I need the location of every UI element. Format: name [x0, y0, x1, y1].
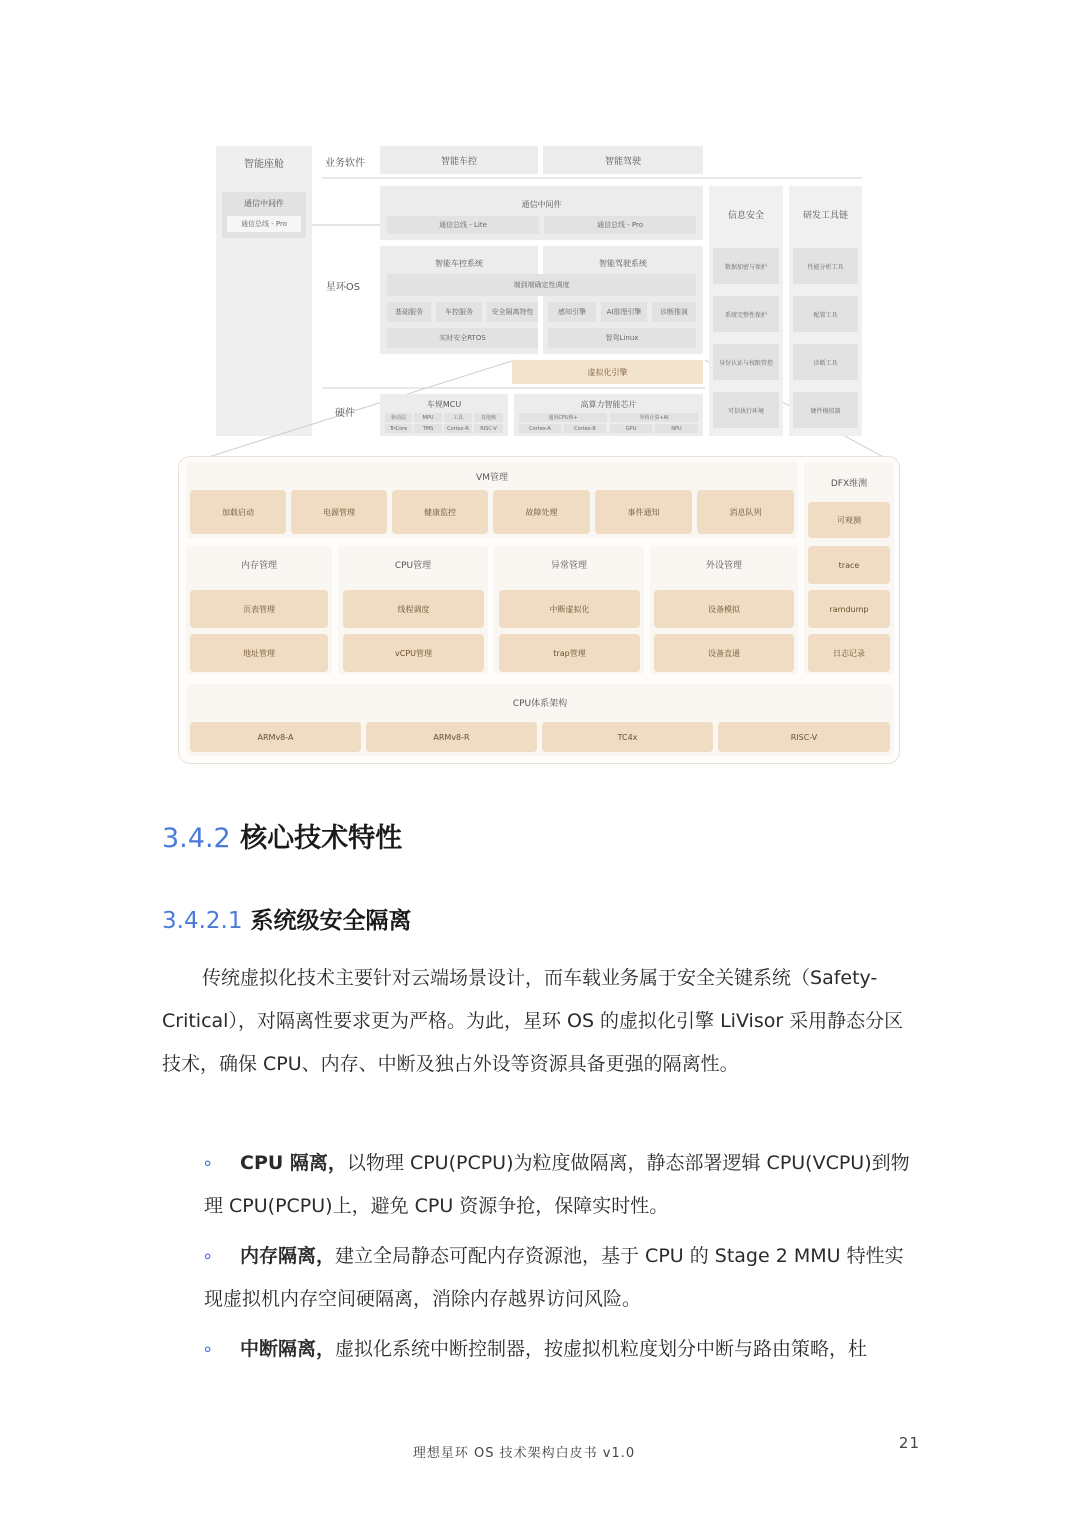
- subsection-title: 系统级安全隔离: [250, 908, 412, 934]
- tools-item: 诊断工具: [793, 344, 858, 380]
- bullet-text: 虚拟化系统中断控制器，按虚拟机粒度划分中断与路由策略，杜: [335, 1338, 868, 1360]
- arch-item: ARMv8-A: [190, 722, 361, 752]
- exception-item: trap管理: [499, 634, 640, 672]
- os-bus-pro: 通信总线 - Pro: [544, 216, 696, 234]
- dfx-item: ramdump: [808, 590, 890, 628]
- soc-cell: Cortex-A: [519, 424, 561, 433]
- cockpit-title: 智能座舱: [244, 158, 284, 170]
- ad-system: 智能驾驶系统: [599, 258, 647, 268]
- service-basic: 基础服务: [387, 302, 431, 322]
- exception-item: 中断虚拟化: [499, 590, 640, 628]
- vm-item: 电源管理: [291, 490, 387, 534]
- arch-item: ARMv8-R: [366, 722, 537, 752]
- business-vehicle-control: 智能车控: [380, 146, 538, 174]
- bullet-icon: ∘: [202, 1153, 214, 1174]
- dfx-item: 可观测: [808, 502, 890, 538]
- service-perception: 感知引擎: [548, 302, 596, 322]
- os-bus-lite: 通信总线 - Lite: [387, 216, 539, 234]
- tools-item: 性能分析工具: [793, 248, 858, 284]
- security-item: 身份认证与权限管控: [713, 344, 779, 380]
- cockpit-bus: 通信总线 - Pro: [227, 216, 301, 232]
- bullet-text: 建立全局静态可配内存资源池，基于 CPU 的 Stage 2 MMU 特性实现虚拟机内存空间硬隔离，消除内存越界访问风险。: [204, 1245, 904, 1310]
- label-os: 星环OS: [325, 281, 361, 293]
- subsection-number: 3.4.2.1: [162, 908, 243, 934]
- tools-item: 硬件模拟器: [793, 392, 858, 428]
- scheduler: 端到端确定性调度: [387, 274, 696, 296]
- soc-cell: NPU: [655, 424, 698, 433]
- soc-cell: Cortex-R: [564, 424, 606, 433]
- mcu-cell: MPU: [414, 413, 442, 422]
- peripheral-title: 外设管理: [705, 560, 742, 571]
- soc-cell: 通用CPU核+: [519, 413, 607, 422]
- dfx-item: 日志记录: [808, 634, 890, 672]
- dfx-title: DFX维测: [830, 478, 868, 489]
- mem-item: 地址管理: [190, 634, 328, 672]
- vm-title: VM管理: [476, 472, 508, 483]
- label-hardware: 硬件: [335, 407, 355, 419]
- business-driving: 智能驾驶: [543, 146, 703, 174]
- bullet-item: [162, 1235, 918, 1321]
- security-item: 系统完整性保护: [713, 296, 779, 332]
- mcu-title: 车规MCU: [426, 400, 462, 409]
- bullet-item: [162, 1328, 918, 1371]
- mcu-cell: 驱动层: [385, 413, 412, 422]
- mcu-cell: 其他核: [474, 413, 503, 422]
- cockpit-middleware: 通信中间件: [244, 198, 284, 208]
- bullet-list: [162, 1142, 918, 1371]
- mcu-cell: TMS: [414, 424, 442, 433]
- security-item: 数据加密与保护: [713, 248, 779, 284]
- body-paragraph: 传统虚拟化技术主要针对云端场景设计，而车载业务属于安全关键系统（Safety-Critical），对隔离性要求更为严格。为此，星环 OS 的虚拟化引擎 LiVisor 采用静态分区技术，确保 CPU、内存、中断及独占外设等资源具备更强的隔离性。: [162, 967, 904, 1075]
- bullet-term: 中断隔离，: [240, 1338, 336, 1360]
- label-business: 业务软件: [325, 157, 365, 169]
- bullet-icon: ∘: [202, 1246, 214, 1267]
- security-title: 信息安全: [727, 210, 764, 221]
- mcu-cell: 工具: [444, 413, 472, 422]
- exception-title: 异常管理: [550, 560, 587, 571]
- mem-item: 页表管理: [190, 590, 328, 628]
- security-item: 可信执行环境: [713, 392, 779, 428]
- tools-title: 研发工具链: [802, 210, 848, 221]
- vm-item: 消息队列: [697, 490, 794, 534]
- soc-cell: 异构计算+AI: [610, 413, 698, 422]
- section-title: 核心技术特性: [240, 823, 403, 854]
- rtos: 实时安全RTOS: [387, 328, 538, 348]
- os-middleware-title: 通信中间件: [521, 199, 562, 209]
- vc-system: 智能车控系统: [435, 258, 483, 268]
- cpu-title: CPU管理: [394, 560, 432, 571]
- bullet-text: 以物理 CPU(PCPU)为粒度做隔离，静态部署逻辑 CPU(VCPU)到物理 CPU(PCPU)上，避免 CPU 资源争抢，保障实时性。: [204, 1152, 910, 1217]
- vm-item: 故障处理: [493, 490, 590, 534]
- service-vc: 车控服务: [436, 302, 482, 322]
- arch-title: CPU体系架构: [512, 698, 568, 709]
- bullet-item: [162, 1142, 918, 1228]
- cpu-item: vCPU管理: [343, 634, 484, 672]
- vm-item: 健康监控: [392, 490, 488, 534]
- section-heading: [162, 816, 862, 855]
- soc-title: 高算力智能芯片: [580, 400, 637, 409]
- peripheral-item: 设备模拟: [654, 590, 794, 628]
- arch-item: TC4x: [542, 722, 713, 752]
- subsection-heading: [162, 902, 862, 935]
- hypervisor-engine: 虚拟化引擎: [512, 360, 703, 384]
- vm-item: 事件通知: [595, 490, 692, 534]
- service-ai: AI推理引擎: [601, 302, 647, 322]
- soc-cell: GPU: [610, 424, 652, 433]
- tools-item: 配置工具: [793, 296, 858, 332]
- section-number: 3.4.2: [162, 823, 231, 854]
- cpu-item: 线程调度: [343, 590, 484, 628]
- bullet-term: CPU 隔离，: [240, 1152, 347, 1174]
- bullet-term: 内存隔离，: [240, 1245, 336, 1267]
- footer-title: 理想星环 OS 技术架构白皮书 v1.0: [412, 1446, 636, 1461]
- mem-title: 内存管理: [240, 560, 277, 571]
- page-number: 21: [898, 1434, 920, 1452]
- bullet-icon: ∘: [202, 1339, 214, 1360]
- arch-item: RISC-V: [718, 722, 890, 752]
- dfx-item: trace: [808, 546, 890, 584]
- mcu-cell: TriCore: [385, 424, 412, 433]
- vm-item: 加载启动: [190, 490, 286, 534]
- peripheral-item: 设备直通: [654, 634, 794, 672]
- mcu-cell: RISC-V: [474, 424, 503, 433]
- service-diag: 诊断推演: [652, 302, 696, 322]
- mcu-cell: Cortex-R: [444, 424, 472, 433]
- service-isolation: 安全隔离特性: [487, 302, 538, 322]
- linux: 智驾Linux: [548, 328, 696, 348]
